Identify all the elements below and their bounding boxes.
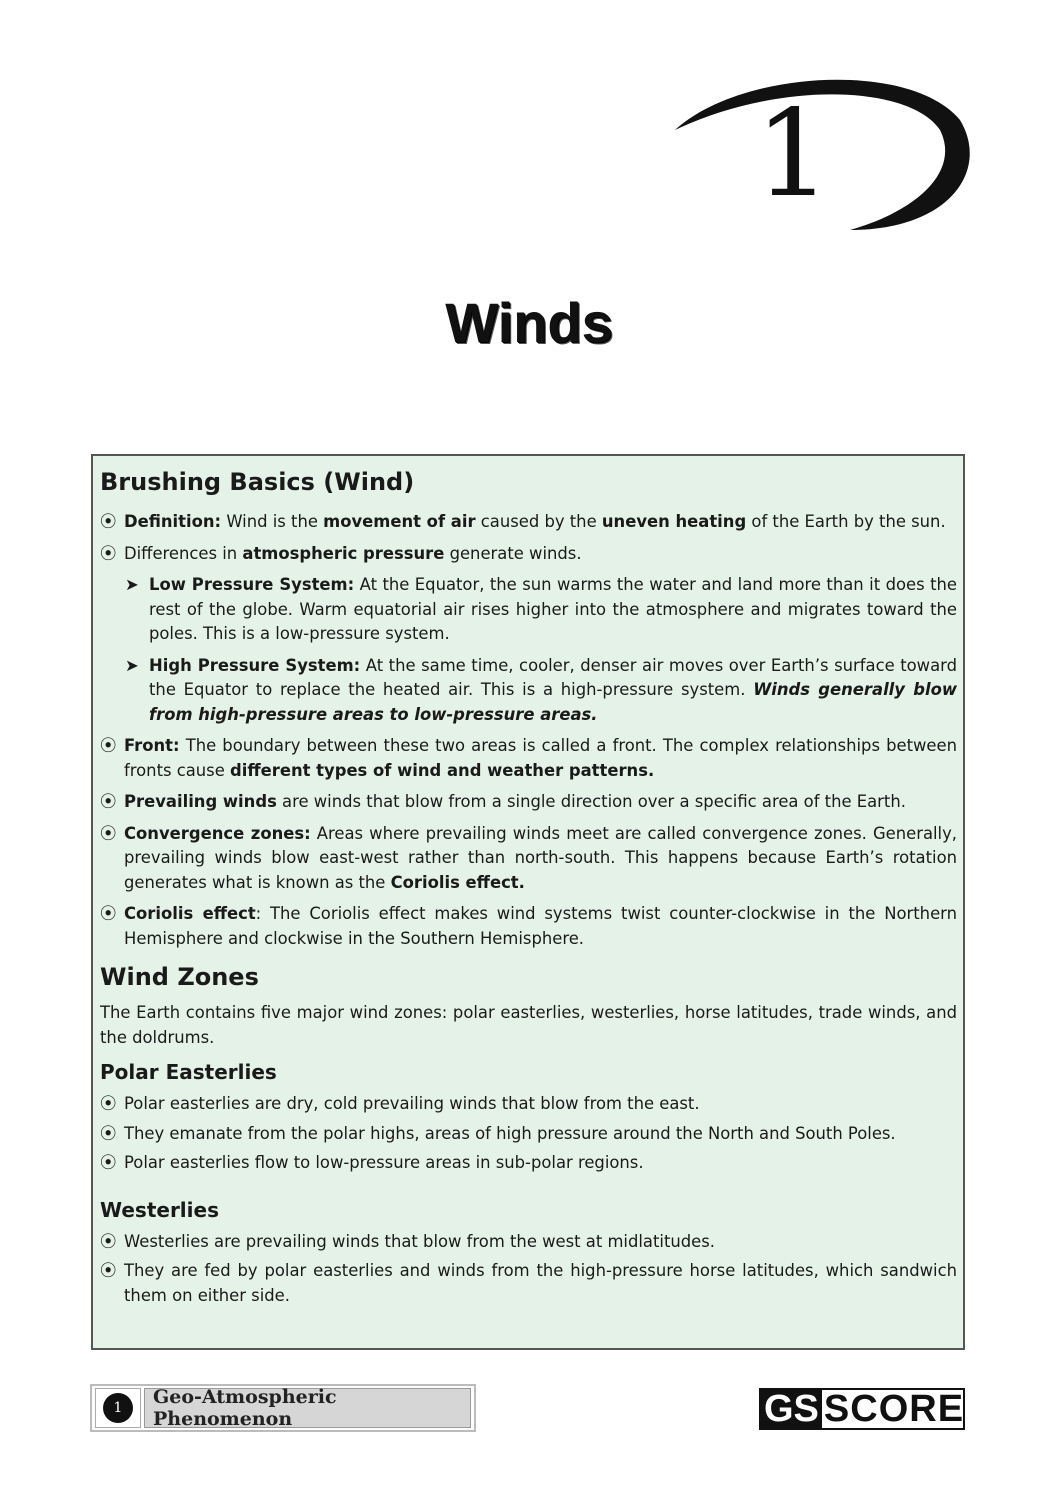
text: At the Equator, the sun warms the water and land more than it does the rest of the globe. Warm equatorial air rises higher into the atmosphere and migrates toward the poles. This is a low-pressure system. <box>149 575 957 643</box>
list-item <box>100 790 957 815</box>
arrow-bullet-icon: ➤ <box>125 655 139 675</box>
section-label: Geo-Atmospheric Phenomenon <box>144 1388 471 1428</box>
list-item <box>100 1259 957 1308</box>
text: Areas where prevailing winds meet are called convergence zones. Generally, prevailing winds blow east-west rather than north-south. This happens because Earth’s rotation generates what is known as the <box>124 823 958 892</box>
bold-text: movement of air <box>323 512 476 531</box>
bold-text: High Pressure System: <box>149 655 361 675</box>
circle-bullet-icon: ⦿ <box>100 1123 117 1143</box>
page-number: 1 <box>103 1393 133 1423</box>
circle-bullet-icon: ⦿ <box>100 792 117 811</box>
list-item <box>100 1151 957 1176</box>
text: Wind is the <box>221 512 324 531</box>
section-heading: Westerlies <box>100 1197 219 1222</box>
text: Differences in <box>124 543 243 563</box>
bold-text: atmospheric pressure <box>242 543 445 563</box>
text: The boundary between these two areas is called a front. The complex relationships between fronts cause <box>124 736 957 780</box>
bold-text: Convergence zones: <box>124 823 311 843</box>
page-number-badge <box>95 1388 141 1428</box>
circle-bullet-icon: ⦿ <box>100 1094 117 1113</box>
text: are winds that blow from a single direction over a specific area of the Earth. <box>276 792 906 811</box>
text: caused by the <box>475 512 602 531</box>
text: : The Coriolis effect makes wind systems twist counter-clockwise in the Northern Hemisphere and clockwise in the Southern Hemisphere. <box>124 904 957 948</box>
bold-text: Front: <box>124 736 180 755</box>
chapter-title: Winds <box>445 291 613 354</box>
logo-score: SCORE <box>823 1388 965 1430</box>
text: Polar easterlies are dry, cold prevailing winds that blow from the east. <box>124 1094 700 1113</box>
wind-zones-intro: The Earth contains five major wind zones: polar easterlies, westerlies, horse latitudes, trade winds, and the doldrums. <box>100 1003 957 1047</box>
text: At the same time, cooler, denser air moves over Earth’s surface toward the Equator to replace the heated air. This is a high-pressure system. <box>149 655 957 699</box>
box-heading: Brushing Basics (Wind) <box>100 468 415 496</box>
section-heading: Polar Easterlies <box>100 1060 277 1084</box>
arrow-bullet-icon: ➤ <box>125 575 139 594</box>
list-item <box>100 902 957 951</box>
bold-text: Prevailing winds <box>124 792 277 811</box>
circle-bullet-icon: ⦿ <box>100 1261 117 1280</box>
wind-zones-heading: Wind Zones <box>100 963 259 991</box>
circle-bullet-icon: ⦿ <box>100 512 117 531</box>
text: They emanate from the polar highs, areas of high pressure around the North and South Poles. <box>124 1123 896 1143</box>
chapter-number: 1 <box>755 85 832 224</box>
text: They are fed by polar easterlies and winds from the high-pressure horse latitudes, which sandwich them on either side. <box>124 1261 957 1305</box>
text: Westerlies are prevailing winds that blow from the west at midlatitudes. <box>124 1231 716 1251</box>
bold-text: Winds generally blow from high-pressure areas to low-pressure areas. <box>149 680 957 724</box>
text: of the Earth by the sun. <box>746 512 946 531</box>
wind-zone-sections <box>100 1060 957 1308</box>
bold-text: different types of wind and weather patterns. <box>230 760 655 780</box>
bold-text: Definition: <box>124 512 222 531</box>
logo-gs: GS <box>761 1390 822 1428</box>
list-item <box>100 1230 957 1255</box>
circle-bullet-icon: ⦿ <box>100 1231 117 1251</box>
list-item <box>100 1122 957 1147</box>
footer-section-tag <box>90 1384 476 1432</box>
sub-list-item <box>125 654 957 728</box>
bold-text: Coriolis effect. <box>390 872 525 892</box>
list-item <box>100 1092 957 1117</box>
text: generate winds. <box>444 543 582 563</box>
list-item <box>100 542 957 567</box>
circle-bullet-icon: ⦿ <box>100 1153 117 1172</box>
list-item <box>100 822 957 896</box>
sub-list-item <box>125 573 957 647</box>
circle-bullet-icon: ⦿ <box>100 543 117 563</box>
bold-text: uneven heating <box>601 512 747 531</box>
circle-bullet-icon: ⦿ <box>100 823 117 843</box>
circle-bullet-icon: ⦿ <box>100 736 117 755</box>
gsscore-logo <box>759 1388 965 1430</box>
list-item <box>100 510 957 535</box>
text: Polar easterlies flow to low-pressure areas in sub-polar regions. <box>124 1153 644 1172</box>
bold-text: Coriolis effect <box>124 904 256 923</box>
circle-bullet-icon: ⦿ <box>100 904 117 923</box>
bold-text: Low Pressure System: <box>149 575 355 594</box>
list-item <box>100 734 957 783</box>
basics-list <box>100 510 957 951</box>
content-box <box>91 454 965 1350</box>
